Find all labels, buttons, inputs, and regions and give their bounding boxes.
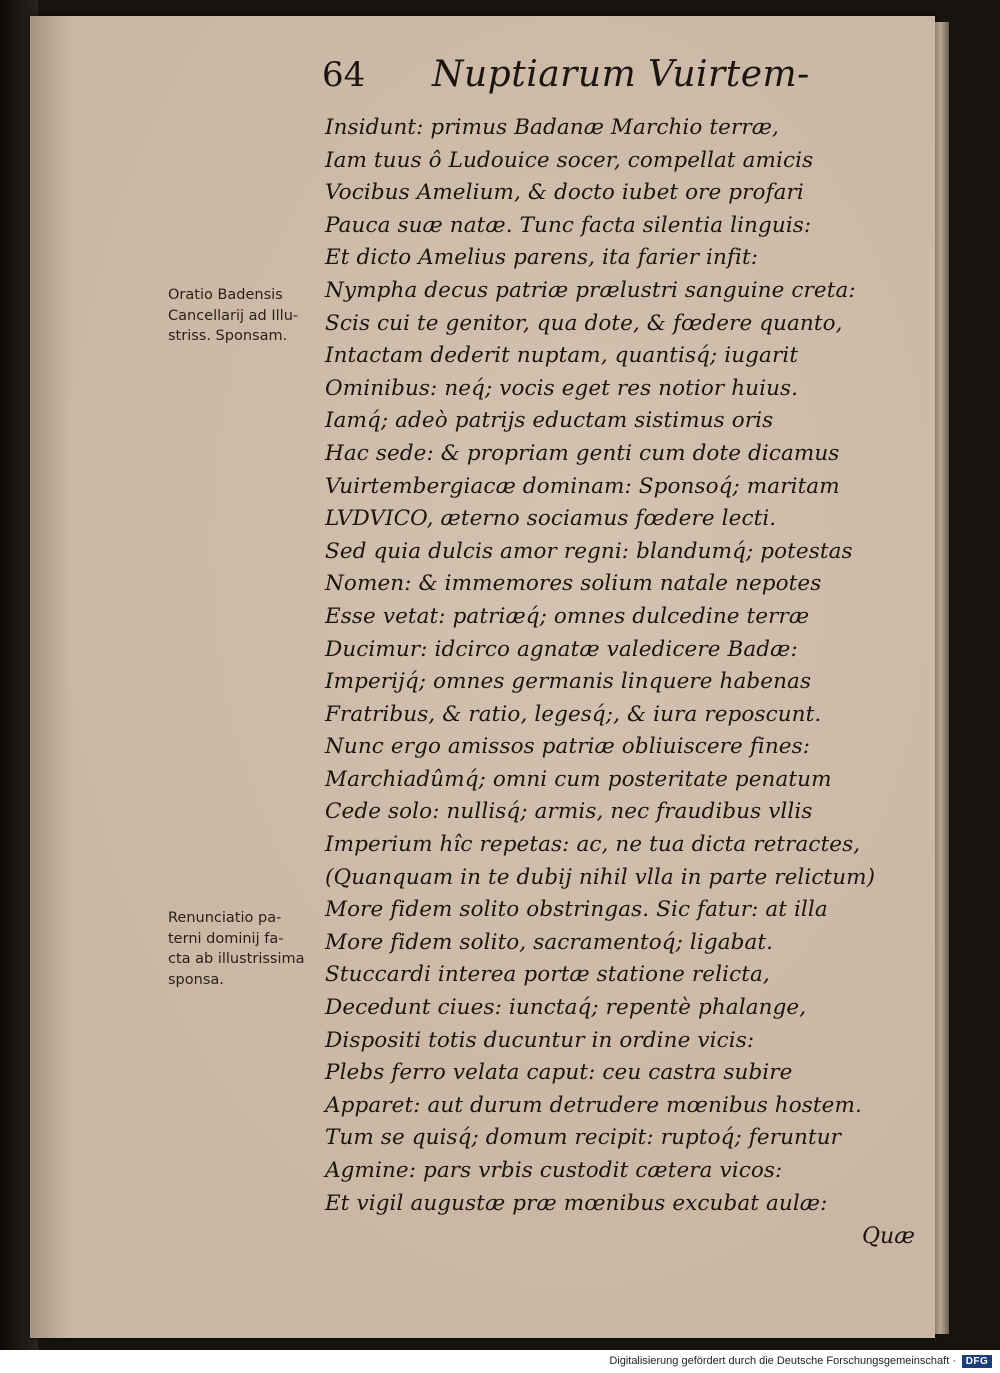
verse-line: Decedunt ciues: iunctaq́; repentè phalange, (325, 995, 807, 1021)
dfg-logo: DFG (962, 1355, 992, 1368)
verse-block (325, 112, 885, 1220)
verse-line: Imperium hîc repetas: ac, ne tua dicta retractes, (325, 832, 861, 858)
verse-line: Hac sede: & propriam genti cum dote dicamus (325, 440, 840, 466)
verse-line: Marchiadûmq́; omni cum posteritate penatum (325, 766, 832, 792)
marginal-note-line: cta ab illustrissima (168, 951, 305, 967)
marginal-note-line: sponsa. (168, 971, 224, 988)
verse-line: Cede solo: nullisq́; armis, nec fraudibus vllis (325, 799, 813, 825)
verse-line: Stuccardi interea portæ statione relicta, (325, 962, 770, 988)
page-header (322, 52, 842, 100)
page-number: 64 (322, 55, 366, 95)
verse-line: (Quanquam in te dubij nihil vlla in parte relictum) (325, 864, 876, 890)
page-edge (935, 22, 949, 1334)
footer-credit-text: Digitalisierung gefördert durch die Deutsche Forschungsgemeinschaft · (609, 1355, 956, 1367)
verse-line: Iamq́; adeò patrijs eductam sistimus oris (325, 408, 774, 434)
verse-line: Et dicto Amelius parens, ita farier infit: (325, 245, 759, 271)
marginal-note-line: terni dominij fa- (168, 930, 284, 947)
verse-line: Ominibus: neq́; vocis eget res notior huius. (325, 375, 799, 401)
verse-line: More fidem solito obstringas. Sic fatur: at illa (325, 897, 828, 923)
verse-line: Scis cui te genitor, qua dote, & fœdere quanto, (325, 310, 843, 336)
digitization-footer (0, 1350, 1000, 1373)
marginal-note-renunciatio (168, 908, 326, 990)
verse-line: Vocibus Amelium, & docto iubet ore profari (325, 180, 804, 206)
marginal-note-line: Renunciatio pa- (168, 910, 282, 926)
marginal-note-line: Cancellarij ad Illu- (168, 307, 299, 324)
verse-line: Ducimur: idcirco agnatæ valedicere Badæ: (325, 636, 798, 662)
verse-line: Plebs ferro velata caput: ceu castra subire (325, 1060, 793, 1086)
running-title: Nuptiarum Vuirtem- (432, 54, 810, 95)
verse-line: More fidem solito, sacramentoq́; ligabat. (325, 929, 774, 955)
verse-line: Agmine: pars vrbis custodit cætera vicos: (325, 1158, 783, 1183)
verse-line: Vuirtembergiacæ dominam: Sponsoq́; maritam (325, 473, 840, 499)
catchword: Quæ (862, 1224, 915, 1249)
verse-line: Pauca suæ natæ. Tunc facta silentia linguis: (325, 212, 812, 238)
verse-line: Sed quia dulcis amor regni: blandumq́; potestas (325, 538, 853, 564)
verse-line: LVDVICO, æterno sociamus fœdere lecti. (325, 506, 777, 532)
verse-line: Iam tuus ô Ludouice socer, compellat amicis (325, 147, 814, 173)
verse-line: Nunc ergo amissos patriæ obliuiscere fines: (325, 734, 811, 760)
verse-line: Et vigil augustæ præ mœnibus excubat aulæ: (325, 1190, 828, 1216)
verse-line: Apparet: aut durum detrudere mœnibus hostem. (325, 1092, 862, 1118)
verse-line: Esse vetat: patriæq́; omnes dulcedine terræ (325, 603, 810, 629)
verse-line: Nomen: & immemores solium natale nepotes (325, 571, 822, 597)
verse-line: Imperijq́; omnes germanis linquere habenas (325, 669, 812, 695)
marginal-note-line: striss. Sponsam. (168, 328, 288, 344)
verse-line: Nympha decus patriæ prælustri sanguine creta: (325, 277, 856, 303)
verse-line: Dispositi totis ducuntur in ordine vicis: (325, 1027, 755, 1053)
verse-line: Intactam dederit nuptam, quantisq́; iugarit (325, 343, 799, 369)
marginal-note-oratio (168, 285, 326, 347)
marginal-note-line: Oratio Badensis (168, 287, 283, 303)
verse-line: Tum se quisq́; domum recipit: ruptoq́; feruntur (325, 1125, 842, 1151)
verse-line: Fratribus, & ratio, legesq́;, & iura reposcunt. (325, 701, 822, 727)
verse-line: Insidunt: primus Badanæ Marchio terræ, (325, 115, 779, 140)
